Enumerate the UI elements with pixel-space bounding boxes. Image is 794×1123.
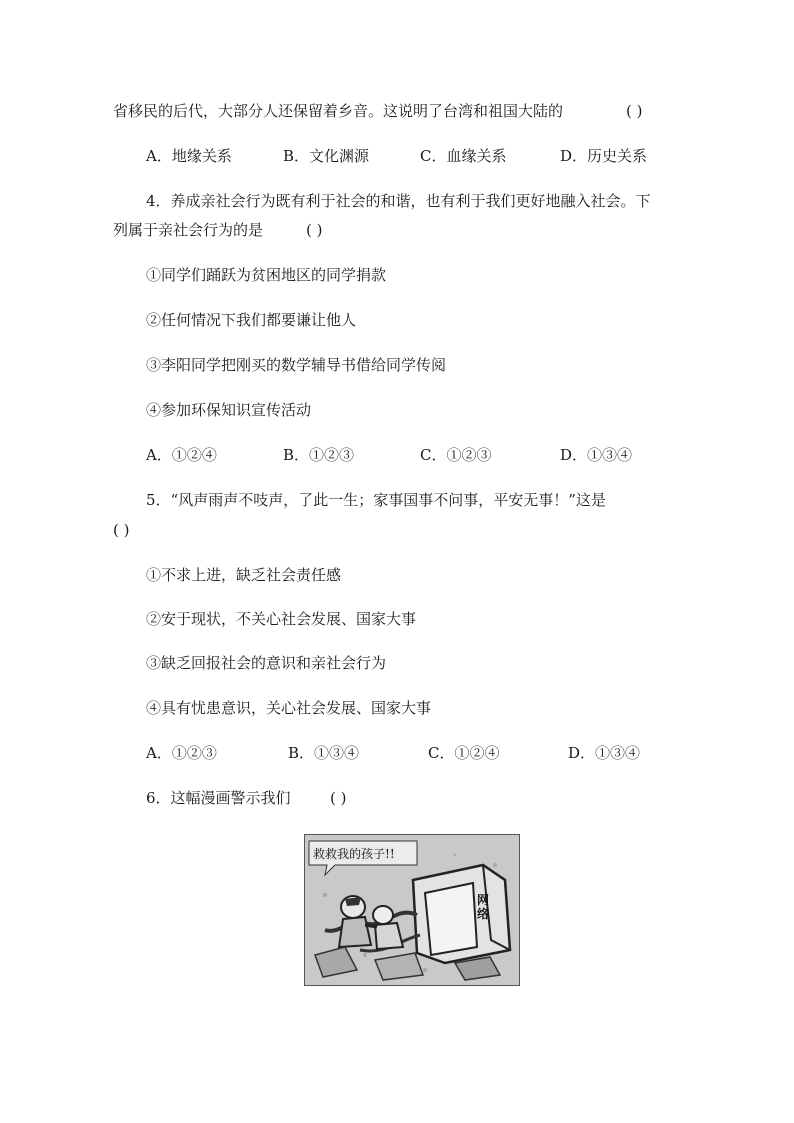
cartoon-image <box>304 834 520 986</box>
q4-option-b: B．①②③ <box>283 446 355 464</box>
q4-option-a: A．①②④ <box>146 446 217 464</box>
q4-answer-paren: ( ) <box>306 221 323 239</box>
q6-answer-paren: ( ) <box>330 789 347 807</box>
q3-option-a: A．地缘关系 <box>146 147 232 165</box>
q6-stem: 6．这幅漫画警示我们 <box>146 789 291 807</box>
q3-option-d: D．历史关系 <box>560 147 648 165</box>
q5-option-a: A．①②③ <box>146 744 217 762</box>
q4-item-1: ①同学们踊跃为贫困地区的同学捐款 <box>146 266 387 284</box>
q5-item-4: ④具有忧患意识，关心社会发展、国家大事 <box>146 699 432 717</box>
q5-option-d: D．①③④ <box>568 744 641 762</box>
q4-option-d: D．①③④ <box>560 446 633 464</box>
q5-stem-line1: 5．“风声雨声不吱声，了此一生；家事国事不问事，平安无事！”这是 <box>146 491 606 509</box>
q5-item-1: ①不求上进，缺乏社会责任感 <box>146 566 342 584</box>
cartoon-caption: 救救我的孩子!! <box>313 847 395 861</box>
q3-option-c: C．血缘关系 <box>420 147 507 165</box>
q5-option-b: B．①③④ <box>288 744 360 762</box>
q3-answer-paren: ( ) <box>626 102 643 120</box>
q5-item-2: ②安于现状，不关心社会发展、国家大事 <box>146 610 417 628</box>
q3-tail-text: 省移民的后代，大部分人还保留着乡音。这说明了台湾和祖国大陆的 <box>113 102 564 120</box>
q4-item-4: ④参加环保知识宣传活动 <box>146 401 312 419</box>
q4-stem-line2: 列属于亲社会行为的是 <box>113 221 264 239</box>
cartoon-sign-label: 网络 <box>477 893 490 921</box>
q4-item-3: ③李阳同学把刚买的数学辅导书借给同学传阅 <box>146 356 447 374</box>
q4-item-2: ②任何情况下我们都要谦让他人 <box>146 311 357 329</box>
q5-option-c: C．①②④ <box>428 744 500 762</box>
q5-answer-paren: ( ) <box>113 521 130 539</box>
q4-option-c: C．①②③ <box>420 446 492 464</box>
q5-item-3: ③缺乏回报社会的意识和亲社会行为 <box>146 654 387 672</box>
q4-stem-line1: 4．养成亲社会行为既有利于社会的和谐，也有利于我们更好地融入社会。下 <box>146 192 651 210</box>
q3-option-b: B．文化渊源 <box>283 147 370 165</box>
